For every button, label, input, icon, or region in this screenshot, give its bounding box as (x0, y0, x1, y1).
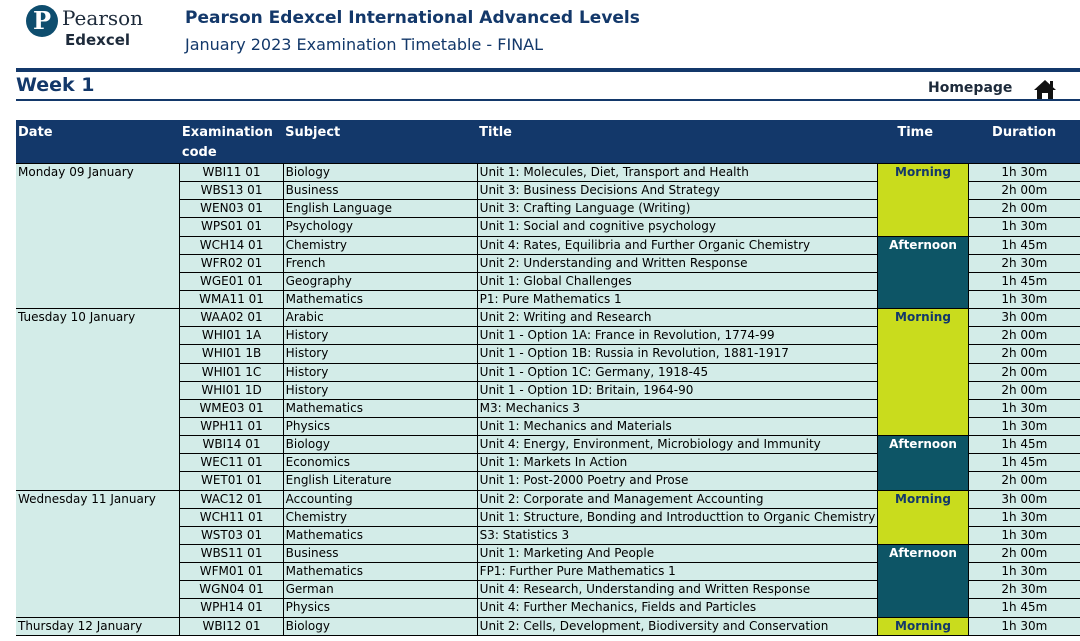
week-heading: Week 1 (16, 74, 95, 96)
time-session: Morning (878, 164, 968, 237)
title: Unit 3: Crafting Language (Writing) (477, 200, 878, 218)
exam-code: WEN03 01 (180, 200, 283, 218)
header-rule-bottom (16, 99, 1080, 101)
exam-code: WBS11 01 (180, 544, 283, 562)
exam-code: WMA11 01 (180, 290, 283, 308)
duration: 1h 45m (968, 436, 1080, 454)
time-session: Afternoon (878, 544, 968, 617)
page-subtitle: January 2023 Examination Timetable - FINAL (185, 35, 544, 54)
title: Unit 1: Molecules, Diet, Transport and Health (477, 164, 878, 182)
time-session: Morning (878, 617, 968, 635)
homepage-link[interactable]: Homepage (928, 80, 1013, 96)
title: M3: Mechanics 3 (477, 399, 878, 417)
title: Unit 4: Energy, Environment, Microbiology and Immunity (477, 436, 878, 454)
home-icon[interactable] (1032, 78, 1058, 100)
title: Unit 3: Business Decisions And Strategy (477, 182, 878, 200)
logo-sub: Edexcel (65, 31, 131, 49)
subject: Mathematics (283, 290, 477, 308)
table-header-row (16, 120, 1080, 164)
duration: 2h 00m (968, 363, 1080, 381)
subject: Arabic (283, 309, 477, 327)
duration: 1h 45m (968, 599, 1080, 617)
exam-code: WCH11 01 (180, 508, 283, 526)
exam-code: WCH14 01 (180, 236, 283, 254)
duration: 2h 00m (968, 381, 1080, 399)
exam-code: WHI01 1C (180, 363, 283, 381)
subject: Chemistry (283, 236, 477, 254)
exam-code: WFR02 01 (180, 254, 283, 272)
column-header-duration: Duration (968, 120, 1080, 164)
subject: Biology (283, 617, 477, 635)
exam-code: WEC11 01 (180, 454, 283, 472)
title: Unit 1 - Option 1A: France in Revolution, 1774-99 (477, 327, 878, 345)
exam-code: WBS13 01 (180, 182, 283, 200)
logo-name: Pearson (62, 6, 144, 30)
subject: Biology (283, 436, 477, 454)
title: Unit 1: Mechanics and Materials (477, 417, 878, 435)
duration: 2h 00m (968, 345, 1080, 363)
subject: Economics (283, 454, 477, 472)
subject: Physics (283, 417, 477, 435)
title: Unit 1: Marketing And People (477, 544, 878, 562)
date-cell: Thursday 12 January (16, 617, 180, 635)
title: Unit 1: Social and cognitive psychology (477, 218, 878, 236)
title: FP1: Further Pure Mathematics 1 (477, 563, 878, 581)
title: Unit 1 - Option 1D: Britain, 1964-90 (477, 381, 878, 399)
duration: 1h 30m (968, 399, 1080, 417)
table-row (16, 490, 1080, 508)
time-session: Afternoon (878, 436, 968, 490)
exam-code: WET01 01 (180, 472, 283, 490)
subject: Mathematics (283, 526, 477, 544)
subject: Geography (283, 272, 477, 290)
exam-code: WFM01 01 (180, 563, 283, 581)
column-header-title: Title (477, 120, 878, 164)
duration: 2h 30m (968, 254, 1080, 272)
page-title: Pearson Edexcel International Advanced Levels (185, 8, 640, 28)
exam-code: WHI01 1D (180, 381, 283, 399)
time-session: Afternoon (878, 236, 968, 309)
title: Unit 2: Writing and Research (477, 309, 878, 327)
subject: Accounting (283, 490, 477, 508)
exam-code: WPH11 01 (180, 417, 283, 435)
duration: 1h 30m (968, 417, 1080, 435)
duration: 2h 00m (968, 327, 1080, 345)
title: Unit 1 - Option 1B: Russia in Revolution, 1881-1917 (477, 345, 878, 363)
exam-code: WHI01 1A (180, 327, 283, 345)
exam-code: WGN04 01 (180, 581, 283, 599)
duration: 1h 45m (968, 236, 1080, 254)
table-row (16, 309, 1080, 327)
exam-code: WBI12 01 (180, 617, 283, 635)
duration: 1h 30m (968, 563, 1080, 581)
time-session: Morning (878, 309, 968, 436)
subject: Physics (283, 599, 477, 617)
table-row (16, 164, 1080, 182)
title: Unit 1: Structure, Bonding and Introducttion to Organic Chemistry (477, 508, 878, 526)
title: Unit 1: Markets In Action (477, 454, 878, 472)
date-cell: Monday 09 January (16, 164, 180, 309)
subject: Business (283, 182, 477, 200)
duration: 1h 30m (968, 164, 1080, 182)
title: Unit 4: Research, Understanding and Written Response (477, 581, 878, 599)
exam-code: WAC12 01 (180, 490, 283, 508)
subject: Mathematics (283, 399, 477, 417)
subject: History (283, 381, 477, 399)
title: P1: Pure Mathematics 1 (477, 290, 878, 308)
exam-code: WBI14 01 (180, 436, 283, 454)
title: S3: Statistics 3 (477, 526, 878, 544)
duration: 1h 30m (968, 508, 1080, 526)
column-header-time: Time (878, 120, 953, 164)
title: Unit 1: Post-2000 Poetry and Prose (477, 472, 878, 490)
duration: 1h 45m (968, 454, 1080, 472)
duration: 3h 00m (968, 490, 1080, 508)
subject: English Literature (283, 472, 477, 490)
title: Unit 1 - Option 1C: Germany, 1918-45 (477, 363, 878, 381)
subject: History (283, 345, 477, 363)
subject: History (283, 327, 477, 345)
subject: Psychology (283, 218, 477, 236)
header-rule-top (16, 68, 1080, 72)
timetable (16, 120, 1080, 636)
subject: Business (283, 544, 477, 562)
subject: English Language (283, 200, 477, 218)
exam-code: WHI01 1B (180, 345, 283, 363)
duration: 2h 00m (968, 200, 1080, 218)
subject: Mathematics (283, 563, 477, 581)
exam-code: WME03 01 (180, 399, 283, 417)
subject: Chemistry (283, 508, 477, 526)
subject: French (283, 254, 477, 272)
title: Unit 4: Further Mechanics, Fields and Particles (477, 599, 878, 617)
exam-code: WPH14 01 (180, 599, 283, 617)
title: Unit 4: Rates, Equilibria and Further Organic Chemistry (477, 236, 878, 254)
date-cell: Wednesday 11 January (16, 490, 180, 617)
column-header-date: Date (16, 120, 180, 164)
duration: 1h 45m (968, 272, 1080, 290)
duration: 2h 00m (968, 544, 1080, 562)
table-row (16, 617, 1080, 635)
title: Unit 2: Cells, Development, Biodiversity and Conservation (477, 617, 878, 635)
date-cell: Tuesday 10 January (16, 309, 180, 490)
duration: 2h 00m (968, 472, 1080, 490)
column-header-subject: Subject (283, 120, 477, 164)
timetable-body (16, 164, 1080, 636)
exam-code: WBI11 01 (180, 164, 283, 182)
duration: 3h 00m (968, 309, 1080, 327)
exam-code: WAA02 01 (180, 309, 283, 327)
time-session: Morning (878, 490, 968, 544)
title: Unit 2: Understanding and Written Response (477, 254, 878, 272)
title: Unit 1: Global Challenges (477, 272, 878, 290)
exam-code: WST03 01 (180, 526, 283, 544)
duration: 1h 30m (968, 526, 1080, 544)
subject: History (283, 363, 477, 381)
pearson-logo-icon: P (26, 5, 58, 37)
column-header-spacer (953, 120, 969, 164)
subject: German (283, 581, 477, 599)
duration: 2h 30m (968, 581, 1080, 599)
duration: 1h 30m (968, 617, 1080, 635)
title: Unit 2: Corporate and Management Accounting (477, 490, 878, 508)
column-header-code: Examination code (180, 120, 283, 164)
duration: 1h 30m (968, 218, 1080, 236)
exam-code: WGE01 01 (180, 272, 283, 290)
exam-code: WPS01 01 (180, 218, 283, 236)
duration: 1h 30m (968, 290, 1080, 308)
subject: Biology (283, 164, 477, 182)
duration: 2h 00m (968, 182, 1080, 200)
